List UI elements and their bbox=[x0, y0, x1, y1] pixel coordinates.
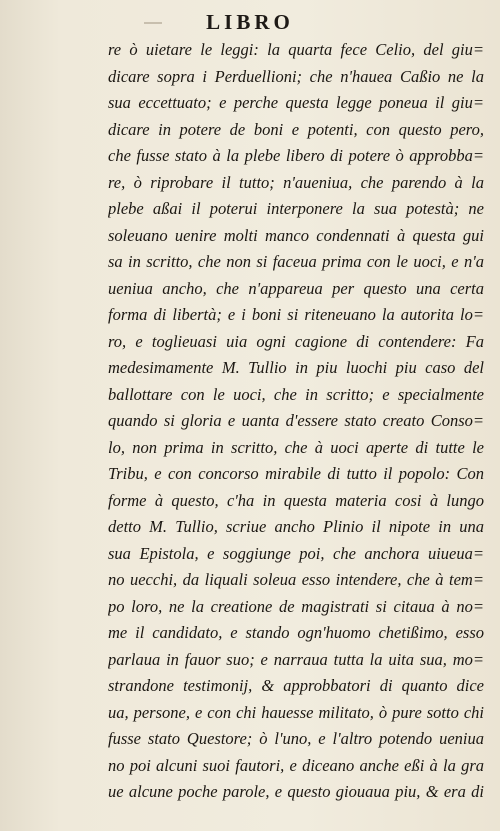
text-line: no uecchi, da liquali soleua esso intendere, che à tem= bbox=[108, 570, 484, 589]
text-line: re ò uietare le leggi: la quarta fece Celio, del giu= bbox=[108, 40, 484, 59]
text-line: re, ò riprobare il tutto; n'aueniua, che parendo à la bbox=[108, 172, 484, 192]
text-line: lo, non prima in scritto, che à uoci aperte di tutte le bbox=[108, 437, 484, 457]
text-line: ueniua ancho, che n'appareua per questo una certa bbox=[108, 278, 484, 298]
text-line: ua, persone, e con chi hauesse militato, ò pure sotto chi bbox=[108, 702, 484, 722]
text-line: parlaua in fauor suo; e narraua tutta la uita sua, mo= bbox=[108, 649, 484, 669]
text-line: ballottare con le uoci, che in scritto; e specialmente bbox=[108, 384, 484, 404]
body-text bbox=[108, 37, 484, 806]
text-line: strandone testimonij, & approbbatori di quanto dice bbox=[108, 676, 484, 695]
text-line: po loro, ne la creatione de magistrati si citaua à no= bbox=[108, 596, 484, 616]
text-line: fusse stato Questore; ò l'uno, e l'altro potendo ueniua bbox=[108, 729, 484, 748]
text-line: dicare sopra i Perduellioni; che n'hauea Caßio ne la bbox=[108, 66, 484, 86]
text-line: Tribu, e con concorso mirabile di tutto il popolo: Con bbox=[108, 464, 484, 483]
text-line: medesimamente M. Tullio in piu luochi piu caso del bbox=[108, 358, 484, 377]
running-head: LIBRO bbox=[206, 10, 294, 34]
text-line: ue alcune poche parole, e questo giouaua piu, & era di bbox=[108, 782, 484, 801]
text-line: soleuano uenire molti manco condennati à questa gui bbox=[108, 225, 484, 245]
text-line: forme à questo, c'ha in questa materia cosi à lungo bbox=[108, 490, 484, 510]
text-line: forma di libertà; e i boni si riteneuano la autorita lo= bbox=[108, 305, 484, 324]
text-line: sua eccettuato; e perche questa legge poneua il giu= bbox=[108, 93, 484, 112]
text-line: me il candidato, e stando ogn'huomo chetißimo, esso bbox=[108, 623, 484, 642]
text-line: dicare in potere de boni e potenti, con questo pero, bbox=[108, 119, 484, 139]
text-line: detto M. Tullio, scriue ancho Plinio il nipote in una bbox=[108, 517, 484, 536]
text-line: ro, e toglieuasi uia ogni cagione di contendere: Fa bbox=[108, 331, 484, 351]
text-line: che fusse stato à la plebe libero di potere ò approbba= bbox=[108, 146, 484, 165]
text-line: plebe aßai il poterui interponere la sua potestà; ne bbox=[108, 199, 484, 218]
text-line: sua Epistola, e soggiunge poi, che anchora uiueua= bbox=[108, 543, 484, 563]
text-line: sa in scritto, che non si faceua prima con le uoci, e n'a bbox=[108, 252, 484, 271]
text-line: quando si gloria e uanta d'essere stato creato Conso= bbox=[108, 411, 484, 430]
text-line: no poi alcuni suoi fautori, e diceano anche eßi à la gra bbox=[108, 755, 484, 775]
